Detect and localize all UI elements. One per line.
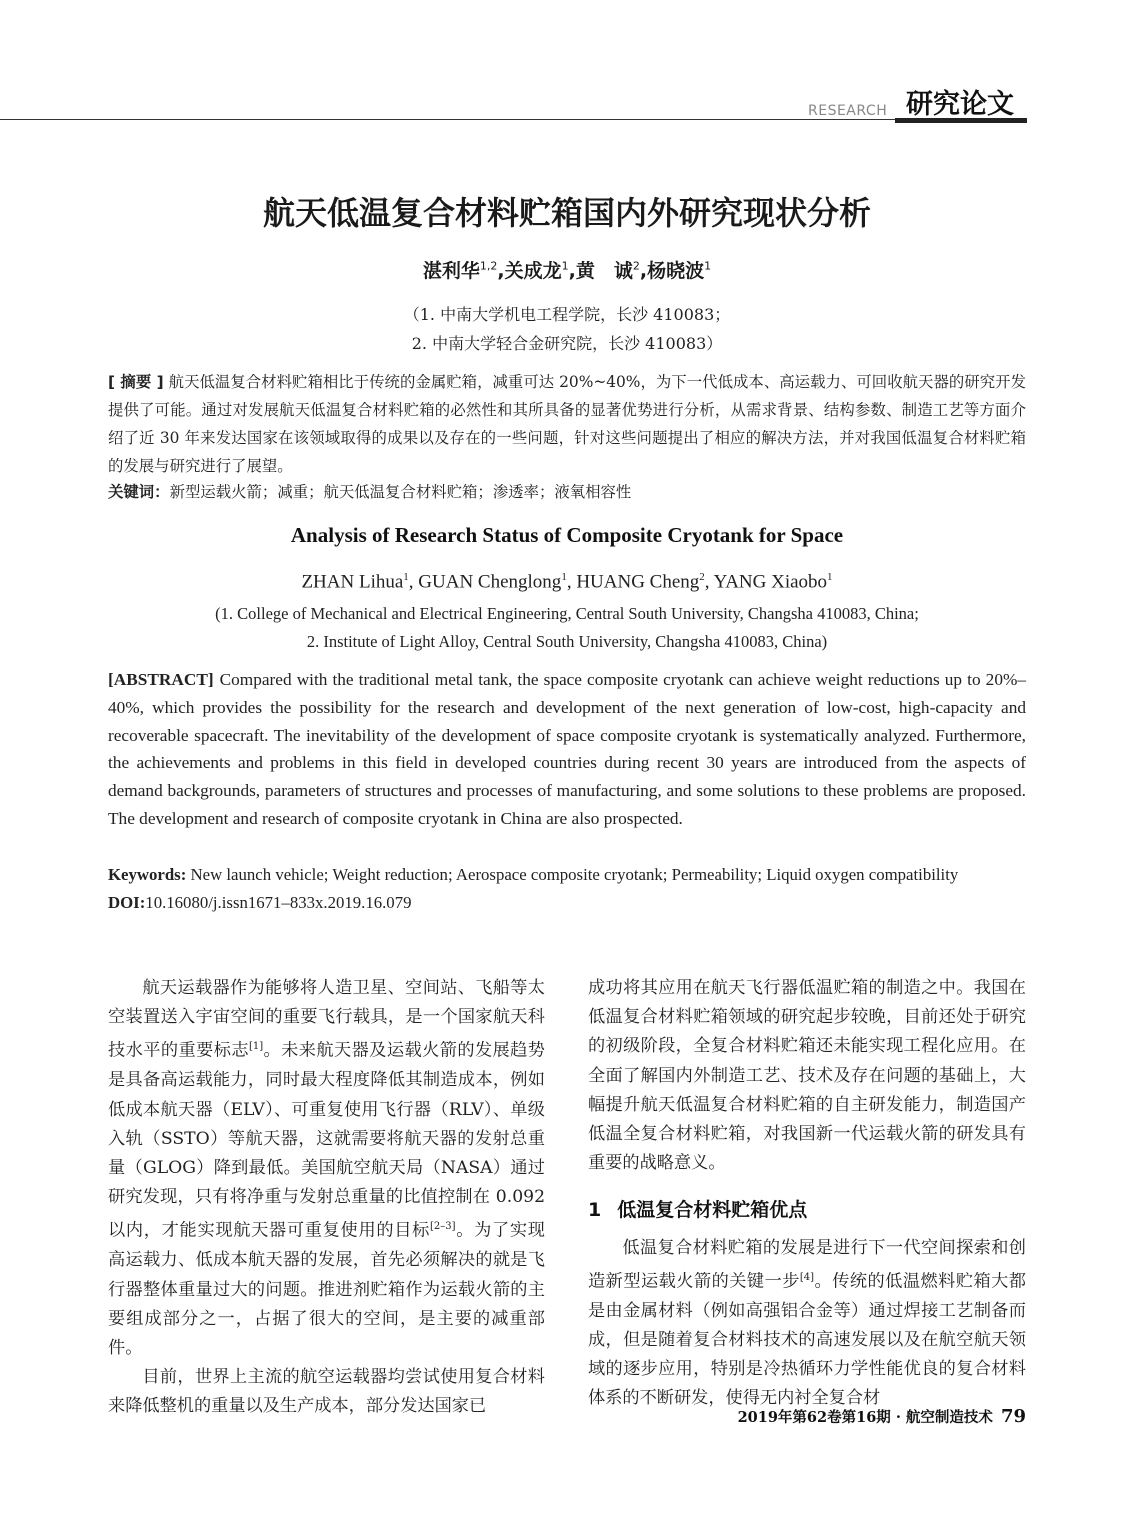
section-label-cn: 研究论文 [906, 89, 1014, 120]
author-affil-mark: 1 [403, 571, 409, 583]
affiliation-en: (1. College of Mechanical and Electrical Engineering, Central South University, Changsha 410083, China; [215, 604, 919, 623]
author-name: HUANG Cheng [576, 571, 700, 593]
citation-ref: [1] [248, 1041, 264, 1053]
affiliation-cn: 2. 中南大学轻合金研究院，长沙 410083） [411, 334, 723, 353]
page-number: 79 [1000, 1406, 1026, 1427]
header-rule [0, 119, 1027, 120]
author-name: 关成龙 [504, 260, 562, 282]
section-title: 低温复合材料贮箱优点 [617, 1199, 808, 1222]
body-text: 航天运载器作为能够将人造卫星、空间站、飞船等太空装置送入宇宙空间的重要飞行载具，是一个国家航天科技水平的重要标志 [108, 978, 545, 1062]
journal-info: 2019年第62卷第16期 · 航空制造技术 [737, 1409, 993, 1426]
body-column-left [108, 974, 545, 1422]
author-affil-mark: 1,2 [479, 259, 498, 273]
page-footer [700, 1406, 1026, 1427]
body-text: 。传统的低温燃料贮箱大都是由金属材料（例如高强铝合金等）通过焊接工艺制备而成，但是随着复合材料技术的高速发展以及在航空航天领域的逐步应用，特别是冷热循环力学性能优良的复合材料体系的不断研发，使得无内衬全复合材 [588, 1271, 1026, 1409]
body-paragraph: 目前，世界上主流的航空运载器均尝试使用复合材料来降低整机的重量以及生产成本，部分发达国家已 [108, 1367, 545, 1417]
affiliation-cn: （1. 中南大学机电工程学院，长沙 410083； [403, 305, 731, 324]
abstract-label-en: [ABSTRACT] [108, 670, 214, 689]
abstract-text-cn: 航天低温复合材料贮箱相比于传统的金属贮箱，减重可达 20%~40%，为下一代低成本、高运载力、可回收航天器的研究开发提供了可能。通过对发展航天低温复合材料贮箱的必然性和其所具备的显著优势进行分析，从需求背景、结构参数、制造工艺等方面介绍了近 30 年来发达国家在该领域取得的成果以及存在的一些问题，针对这些问题提出了相应的解决方法，并对我国低温复合材料贮箱的发展与研究进行了展望。 [108, 373, 1026, 475]
body-paragraph [108, 974, 545, 1363]
keywords-en [108, 861, 1038, 889]
author-name: ZHAN Lihua [301, 571, 404, 593]
body-column-right [588, 974, 1026, 1414]
author-list-en: ZHAN Lihua$^1$, GUAN Chenglong$^1$, HUANG Cheng$^2$, YANG Xiaobo$^1$ [301, 571, 833, 593]
author-name: 黄 诚 [575, 260, 633, 282]
keywords-text-en: New launch vehicle; Weight reduction; Aerospace composite cryotank; Permeability; Liquid oxygen compatibility [190, 865, 959, 884]
author-affil-mark: 1 [704, 259, 712, 273]
abstract-cn [108, 368, 1026, 480]
body-text: 低温复合材料贮箱的发展是进行下一代空间探索和创造新型运载火箭的关键一步 [588, 1237, 1026, 1292]
abstract-label-cn: [ 摘要 ] [108, 373, 164, 391]
citation-ref: [4] [799, 1271, 815, 1283]
author-name: YANG Xiaobo [713, 571, 828, 593]
section-heading [588, 1196, 1026, 1225]
body-text: 。未来航天器及运载火箭的发展趋势是具备高运载能力，同时最大程度降低其制造成本，例如低成本航天器（ELV）、可重复使用飞行器（RLV）、单级入轨（SSTO）等航天器，这就需要将航天器的发射总重量（GLOG）降到最低。美国航空航天局（NASA）通过研究发现，只有将净重与发射总重量的比值控制在 0.092 以内，才能实现航天器可重复使用的目标 [108, 1041, 545, 1242]
citation-ref: [2–3] [430, 1221, 456, 1233]
author-name: 杨晓波 [647, 260, 705, 282]
doi-value: 10.16080/j.issn1671–833x.2019.16.079 [145, 893, 412, 912]
doi-label: DOI: [108, 893, 146, 912]
paper-title-en: Analysis of Research Status of Composite Cryotank for Space [290, 523, 844, 547]
affiliation-en: 2. Institute of Light Alloy, Central South University, Changsha 410083, China) [306, 632, 828, 651]
doi [108, 889, 1026, 917]
abstract-text-en: Compared with the traditional metal tank, the space composite cryotank can achieve weight reductions up to 20%–40%, which provides the possibility for the research and development of the next generation of low-cost, high-capacity and recoverable spacecraft. The inevitability of the development of space composite cryotank is systematically analyzed. Furthermore, the achievements and problems in this field in developed countries during recent 30 years are introduced from the aspects of demand backgrounds, parameters of structures and processes of manufacturing, and some solutions to these problems are proposed. The development and research of composite cryotank in China are also prospected. [108, 670, 1026, 828]
body-paragraph: 成功将其应用在航天飞行器低温贮箱的制造之中。我国在低温复合材料贮箱领域的研究起步较晚，目前还处于研究的初级阶段，全复合材料贮箱还未能实现工程化应用。在全面了解国内外制造工艺、技术及存在问题的基础上，大幅提升航天低温复合材料贮箱的自主研发能力，制造国产低温全复合材料贮箱，对我国新一代运载火箭的研发具有重要的战略意义。 [588, 978, 1026, 1174]
body-text: 。为了实现高运载力、低成本航天器的发展，首先必须解决的就是飞行器整体重量过大的问题。推进剂贮箱作为运载火箭的主要组成部分之一，占据了很大的空间，是主要的减重部件。 [108, 1221, 545, 1358]
keywords-cn [108, 478, 1026, 506]
author-name: GUAN Chenglong [418, 571, 562, 593]
author-affil-mark: 1 [561, 259, 569, 273]
author-affil-mark: 1 [561, 571, 567, 583]
section-number: 1 [588, 1199, 602, 1222]
abstract-en [108, 666, 1026, 833]
section-label-en: RESEARCH [808, 103, 888, 119]
body-paragraph [588, 1234, 1026, 1414]
keywords-label-en: Keywords: [108, 865, 187, 884]
author-affil-mark: 2 [632, 259, 640, 273]
author-affil-mark: 1 [827, 571, 833, 583]
author-name: 湛利华 [422, 260, 480, 282]
paper-title-cn: 航天低温复合材料贮箱国内外研究现状分析 [262, 194, 871, 232]
author-affil-mark: 2 [699, 571, 705, 583]
keywords-label-cn: 关键词： [108, 483, 170, 501]
keywords-text-cn: 新型运载火箭；减重；航天低温复合材料贮箱；渗透率；液氧相容性 [169, 483, 632, 501]
author-list-cn: 湛利华$^{1,2}$,关成龙$^1$,黄 诚$^2$,杨晓波$^1$ [422, 259, 712, 282]
